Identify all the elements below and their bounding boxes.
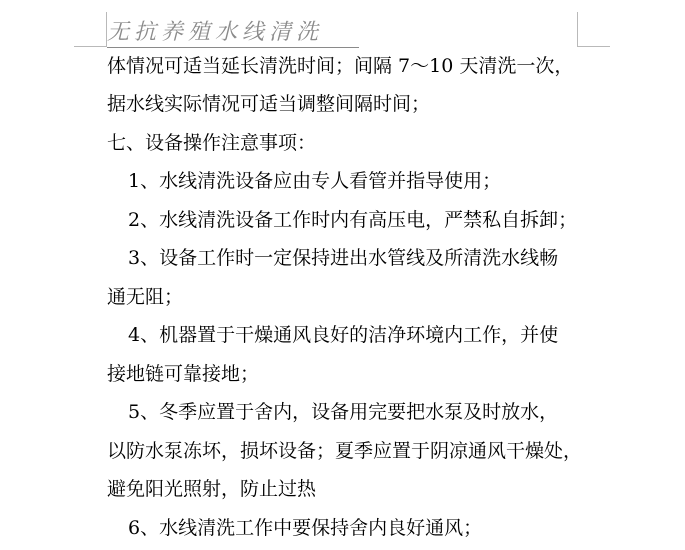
list-item-5: 5、冬季应置于舍内，设备用完要把水泵及时放水，	[128, 401, 559, 423]
page-header-title: 无抗养殖水线清洗	[107, 20, 324, 45]
list-item-2: 2、水线清洗设备工作时内有高压电，严禁私自拆卸；	[128, 209, 578, 231]
crop-mark-right-vertical	[577, 12, 578, 46]
body-line-2: 据水线实际情况可适当调整间隔时间；	[107, 93, 431, 115]
crop-mark-left-horizontal	[74, 46, 107, 47]
header-underline	[107, 47, 359, 48]
list-item-5-continued-2: 避免阳光照射，防止过热	[107, 478, 317, 500]
list-item-3-continued: 通无阻；	[107, 286, 184, 308]
list-item-1: 1、水线清洗设备应由专人看管并指导使用；	[128, 170, 502, 192]
body-line-1: 体情况可适当延长清洗时间；间隔 7～10 天清洗一次，	[107, 55, 574, 77]
list-item-3: 3、设备工作时一定保持进出水管线及所清洗水线畅	[128, 247, 559, 269]
list-item-6: 6、水线清洗工作中要保持舍内良好通风；	[128, 517, 483, 539]
list-item-4-continued: 接地链可靠接地；	[107, 363, 260, 385]
list-item-5-continued-1: 以防水泵冻坏，损坏设备；夏季应置于阴凉通风干燥处，	[107, 440, 583, 462]
section-heading: 七、设备操作注意事项：	[107, 132, 317, 154]
crop-mark-right-horizontal	[577, 46, 610, 47]
list-item-4: 4、机器置于干燥通风良好的洁净环境内工作，并使	[128, 324, 559, 346]
